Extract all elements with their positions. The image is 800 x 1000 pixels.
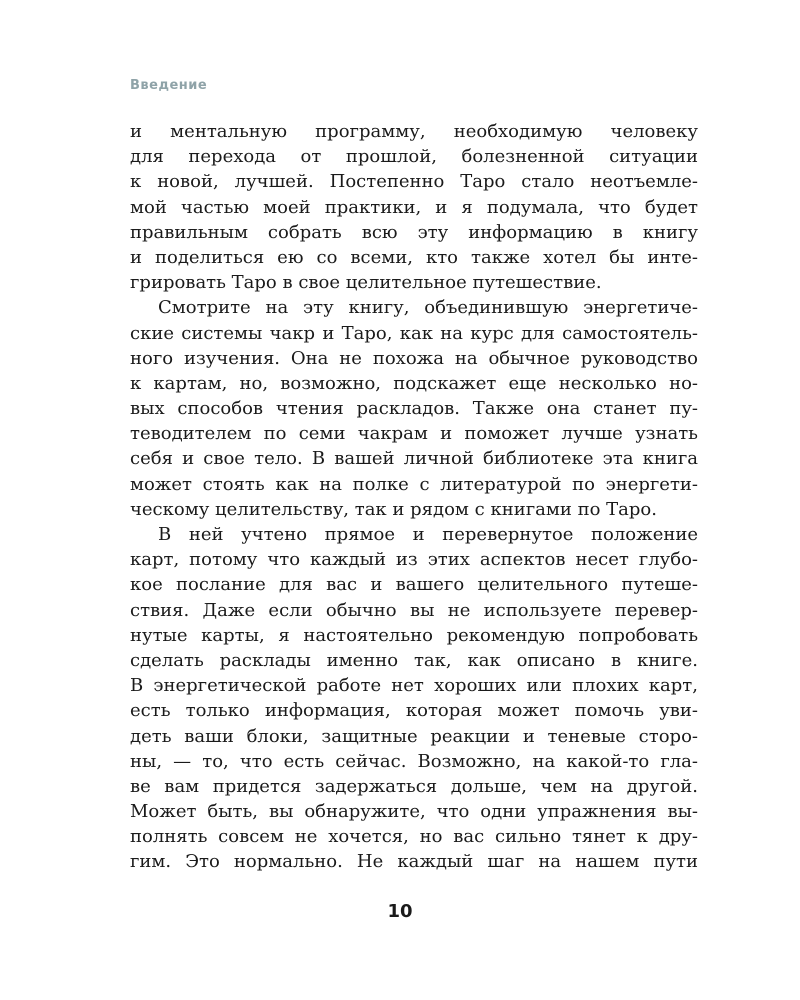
text-line: кое послание для вас и вашего целительного путеше- <box>130 574 698 596</box>
text-line: гим. Это нормально. Не каждый шаг на нашем пути <box>130 851 698 873</box>
text-line: В ней учтено прямое и перевернутое положение <box>158 524 698 545</box>
text-line: Может быть, вы обнаружите, что одни упражнения вы- <box>130 801 698 823</box>
text-line: карт, потому что каждый из этих аспектов несет глубо- <box>130 549 698 571</box>
text-line: может стоять как на полке с литературой по энергети- <box>130 473 698 495</box>
text-line: к новой, лучшей. Постепенно Таро стало неотъемле- <box>130 171 698 193</box>
text-line: ческому целительству, так и рядом с книгами по Таро. <box>130 498 657 520</box>
text-line: грировать Таро в свое целительное путешествие. <box>130 272 602 294</box>
page-number: 10 <box>387 901 413 922</box>
paragraph-3 <box>130 522 698 875</box>
text-line: для перехода от прошлой, болезненной ситуации <box>130 146 698 168</box>
text-line: теводителем по семи чакрам и поможет лучше узнать <box>130 423 698 445</box>
text-line: деть ваши блоки, защитные реакции и теневые сторо- <box>130 725 698 747</box>
text-line: мой частью моей практики, и я подумала, что будет <box>130 196 698 218</box>
body-text <box>130 119 698 875</box>
text-line: ного изучения. Она не похожа на обычное руководство <box>130 347 698 369</box>
text-line: правильным собрать всю эту информацию в книгу <box>130 221 698 243</box>
text-line: ствия. Даже если обычно вы не используете перевер- <box>130 599 698 621</box>
text-line: Смотрите на эту книгу, объединившую энергетиче- <box>158 297 698 319</box>
paragraph-2 <box>130 295 698 522</box>
paragraph-1 <box>130 119 698 295</box>
text-line: ве вам придется задержаться дольше, чем на другой. <box>130 775 698 797</box>
text-line: себя и свое тело. В вашей личной библиотеке эта книга <box>130 448 698 470</box>
text-line: вых способов чтения раскладов. Также она станет пу- <box>130 398 698 420</box>
text-line: ны, — то, что есть сейчас. Возможно, на какой-то гла- <box>130 750 698 772</box>
text-line: нутые карты, я настоятельно рекомендую попробовать <box>130 624 698 646</box>
running-head: Введение <box>130 78 208 93</box>
text-line: есть только информация, которая может помочь уви- <box>130 700 698 722</box>
text-line: В энергетической работе нет хороших или плохих карт, <box>130 675 698 697</box>
text-line: сделать расклады именно так, как описано в книге. <box>130 649 698 671</box>
text-line: полнять совсем не хочется, но вас сильно тянет к дру- <box>130 826 698 848</box>
text-line: ские системы чакр и Таро, как на курс для самостоятель- <box>130 322 698 344</box>
text-line: к картам, но, возможно, подскажет еще несколько но- <box>130 372 698 394</box>
text-line: и ментальную программу, необходимую человеку <box>130 121 698 142</box>
text-line: и поделиться ею со всеми, кто также хотел бы инте- <box>130 246 698 268</box>
